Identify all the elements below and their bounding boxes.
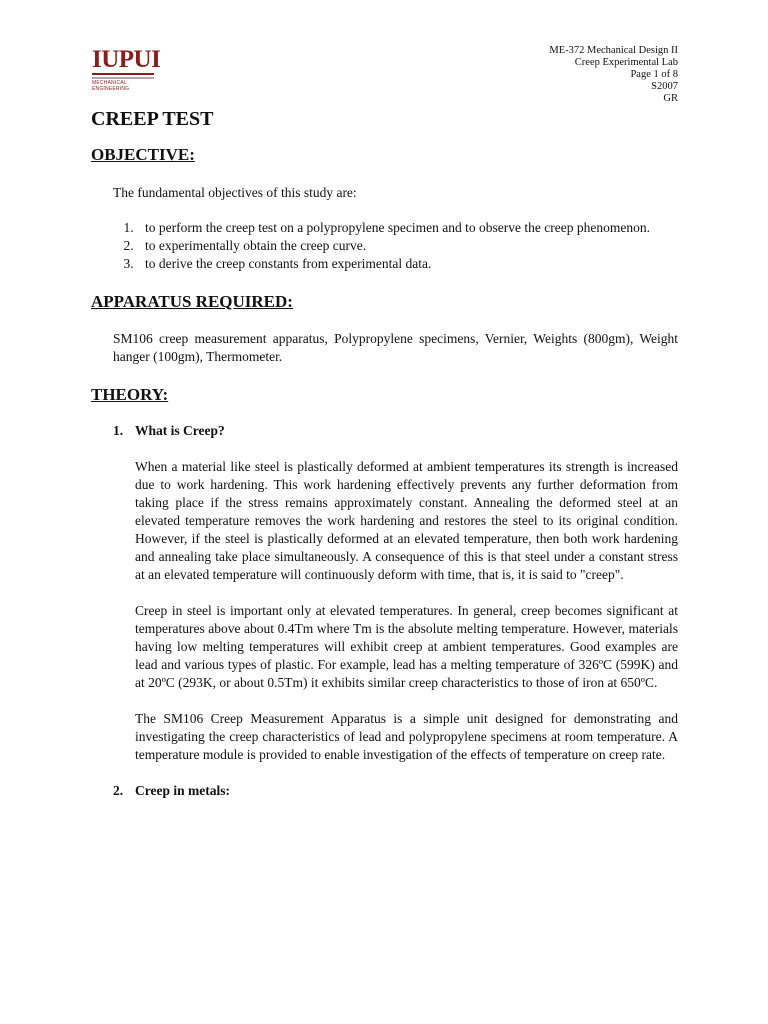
subheading-creep-in-metals	[91, 782, 678, 800]
apparatus-heading: APPARATUS REQUIRED:	[91, 292, 293, 311]
subheading-number: 1.	[113, 423, 124, 438]
header-page: Page 1 of 8	[630, 69, 678, 80]
objective-list	[91, 219, 678, 273]
logo-text: IUPUI	[92, 46, 161, 73]
theory-paragraph: When a material like steel is plastically deformed at ambient temperatures its strength is increased due to work hardening. This work hardening effectively prevents any further deformation from taking place if the stress remains approximately constant. Annealing the deformed steel at an elevated temperature removes the work hardening and restores the steel to its original condition. However, if the steel is plastically deformed at an elevated temperature, then both work hardening and annealing take place simultaneously. A consequence of this is that steel under a constant stress at an elevated temperature will continuously deform with time, that is, it is said to "creep".	[135, 459, 678, 582]
subheading-title: What is Creep?	[135, 423, 225, 438]
apparatus-text: SM106 creep measurement apparatus, Polypropylene specimens, Vernier, Weights (800gm), Weight hanger (100gm), Thermometer.	[113, 331, 678, 364]
logo-rule	[92, 73, 154, 75]
header-author: GR	[663, 93, 678, 104]
page-header	[549, 45, 678, 105]
subheading-number: 2.	[113, 783, 124, 798]
objective-item: 1. to perform the creep test on a polypropylene specimen and to observe the creep phenomenon.	[137, 219, 678, 237]
objective-intro: The fundamental objectives of this study are:	[113, 185, 357, 200]
objective-heading: OBJECTIVE:	[91, 145, 195, 164]
objective-item: 2. to experimentally obtain the creep curve.	[137, 237, 678, 255]
subheading-title: Creep in metals:	[135, 783, 230, 798]
document-title: CREEP TEST	[91, 108, 214, 130]
header-term: S2007	[651, 81, 678, 92]
logo-subtitle: MECHANICAL ENGINEERING	[92, 80, 130, 92]
logo-line	[92, 77, 154, 79]
iupui-logo	[92, 48, 164, 92]
subheading-what-is-creep	[91, 422, 678, 440]
theory-heading: THEORY:	[91, 385, 169, 404]
header-course: ME-372 Mechanical Design II	[549, 45, 678, 56]
theory-paragraph: Creep in steel is important only at elevated temperatures. In general, creep becomes significant at temperatures above about 0.4Tm where Tm is the absolute melting temperature. However, materials having low melting temperatures will exhibit creep at ambient temperatures. Good examples are lead and various types of plastic. For example, lead has a melting temperature of 326ºC (599K) and at 20ºC (293K, or about 0.5Tm) it exhibits similar creep characteristics to those of iron at 650ºC.	[135, 603, 678, 690]
theory-paragraph: The SM106 Creep Measurement Apparatus is a simple unit designed for demonstrating and investigating the creep characteristics of lead and polypropylene specimens at room temperature. A temperature module is provided to enable investigation of the effects of temperature on creep rate.	[135, 711, 678, 762]
header-lab: Creep Experimental Lab	[574, 57, 678, 68]
document-body	[91, 106, 678, 800]
objective-item: 3. to derive the creep constants from experimental data.	[137, 255, 678, 273]
